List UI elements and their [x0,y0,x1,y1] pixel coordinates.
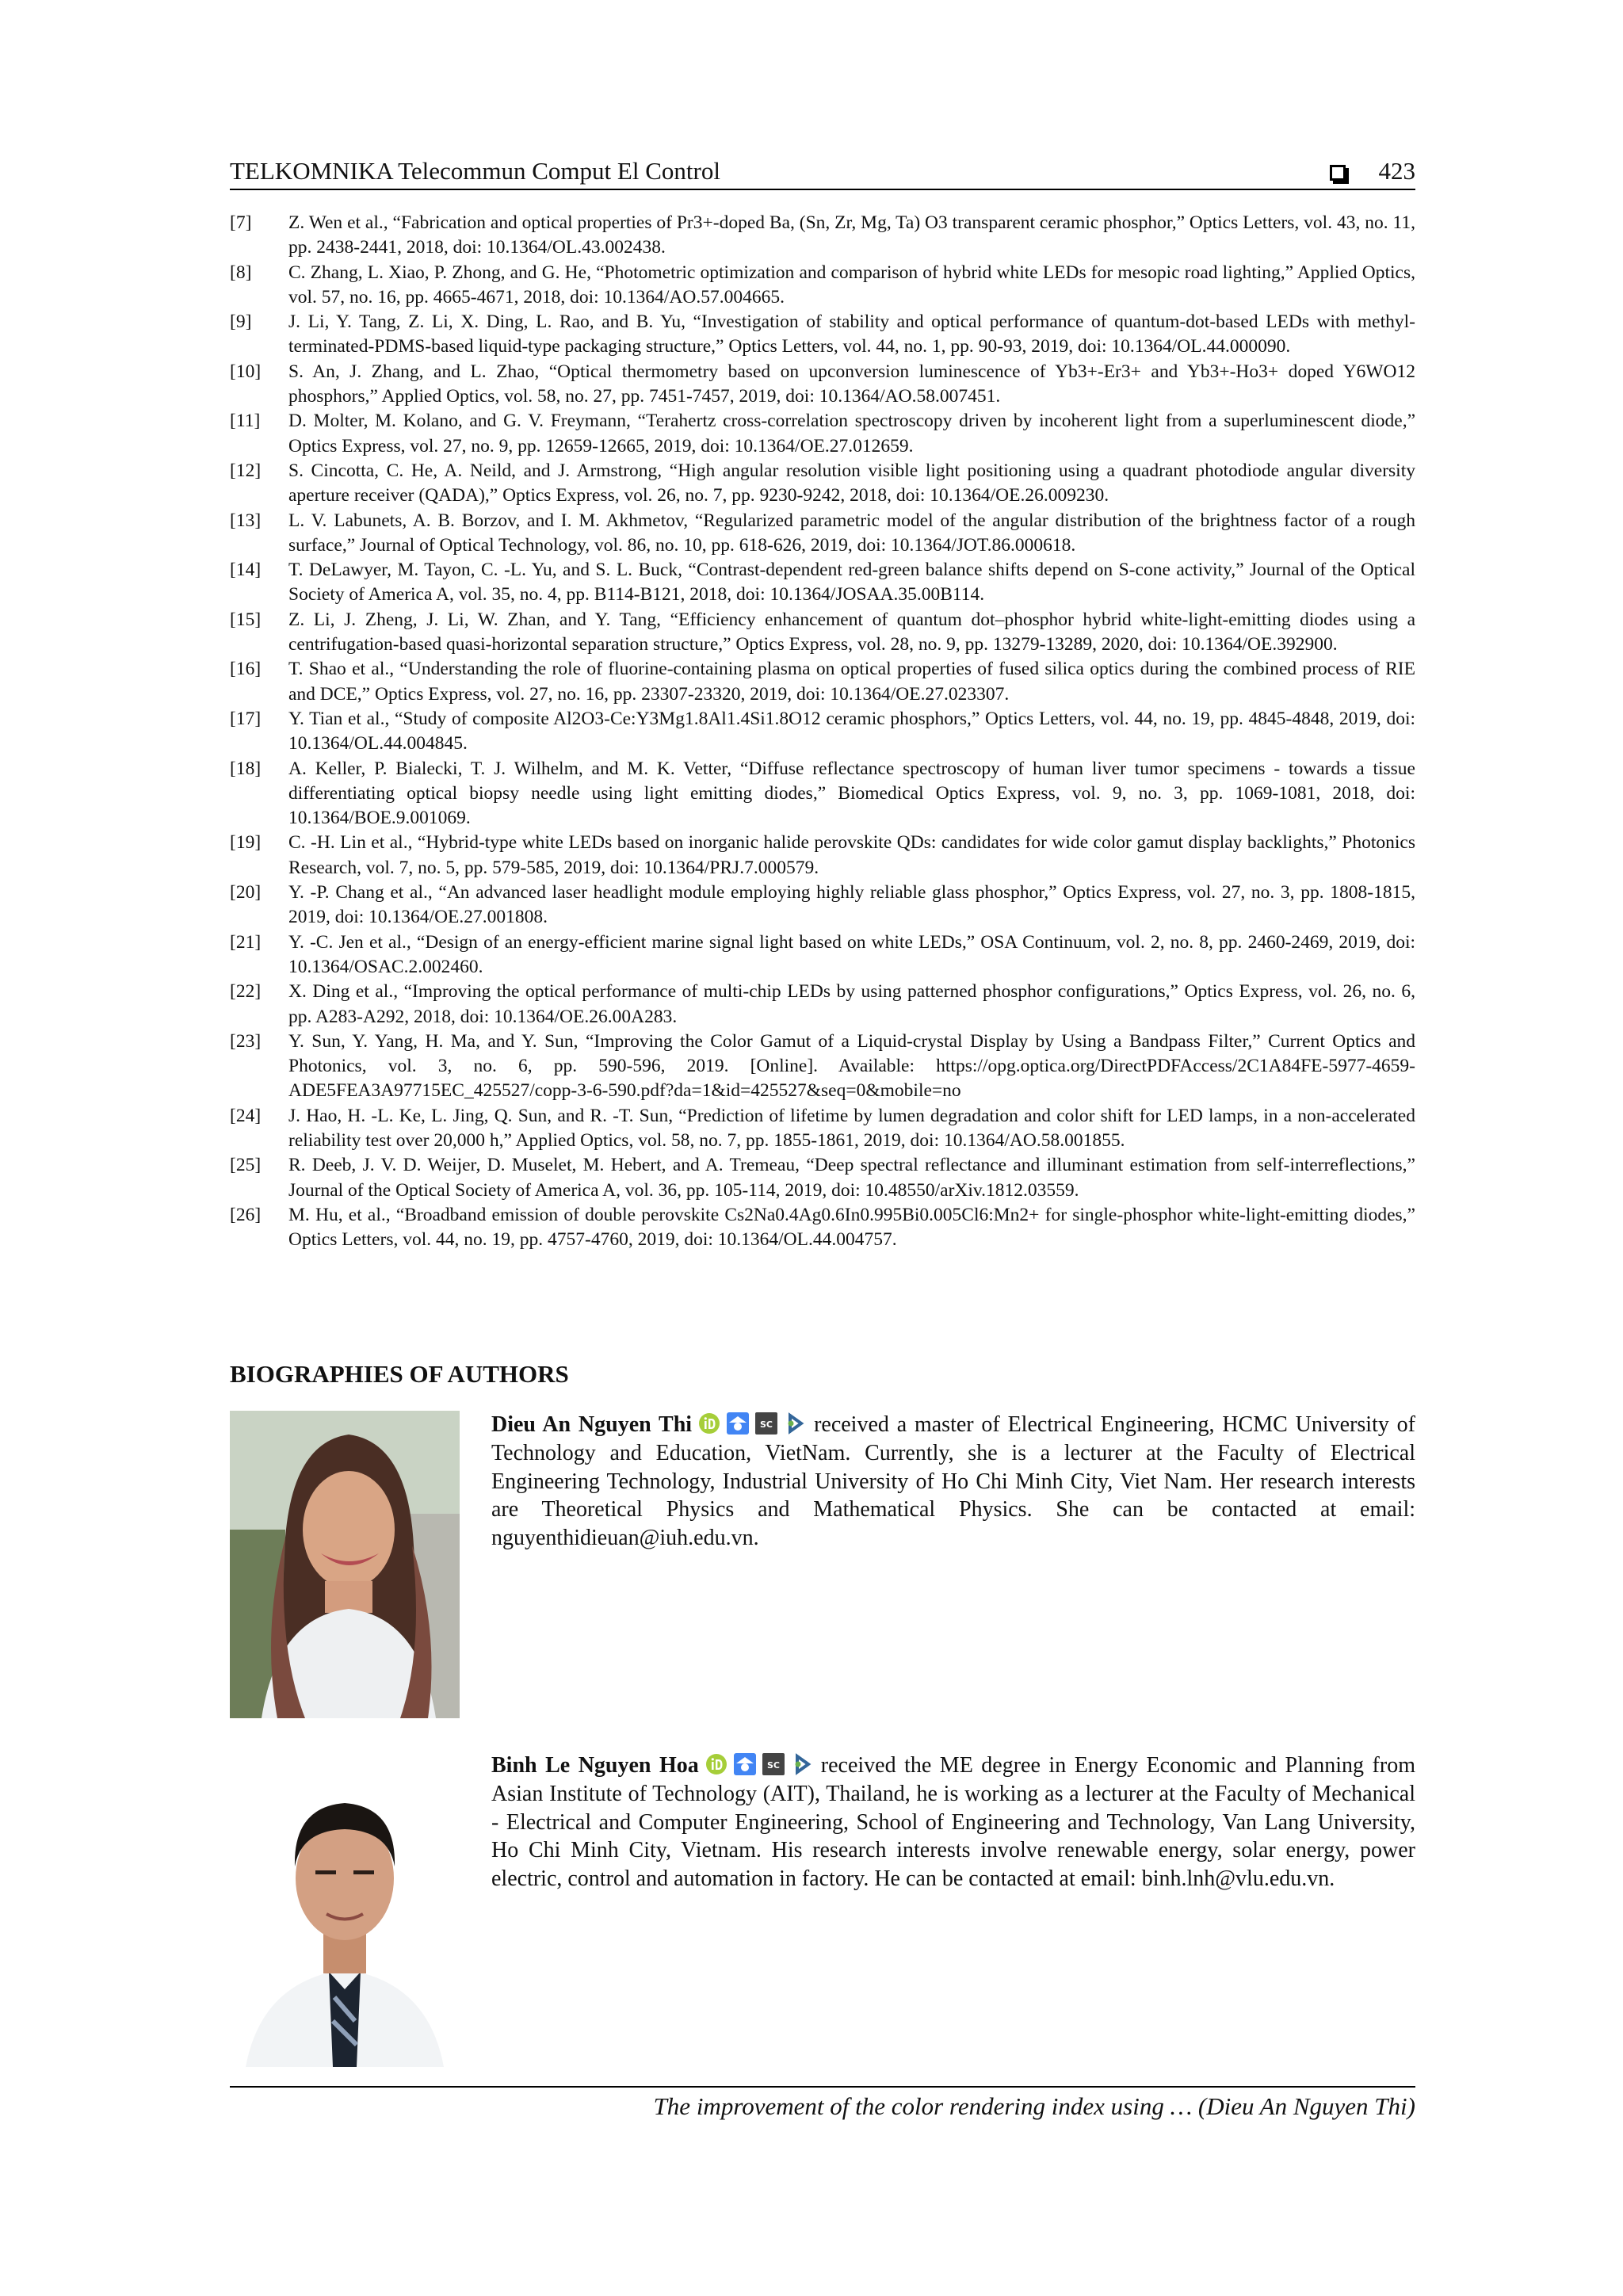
reference-item: [20] Y. -P. Chang et al., “An advanced laser headlight module employing highly reliable glass phosphor,” Optics Express, vol. 27, no. 3, pp. 1808-1815, 2019, doi: 10.1364/OE.27.001808. [230,882,1415,928]
reference-item: [18] A. Keller, P. Bialecki, T. J. Wilhelm, and M. K. Vetter, “Diffuse reflectance spectroscopy of human liver tumor specimens - towards a tissue differentiating optical biopsy needle using light emitting diodes,” Biomedical Optics Express, vol. 9, no. 3, pp. 1069-1081, 2018, doi: 10.1364/BOE.9.001069. [230,758,1415,829]
reference-item: [10] S. An, J. Zhang, and L. Zhao, “Optical thermometry based on upconversion luminescence of Yb3+-Er3+ and Yb3+-Ho3+ doped Y6WO12 phosphors,” Applied Optics, vol. 58, no. 27, pp. 7451-7457, 2019, doi: 10.1364/AO.58.007451. [230,361,1415,407]
svg-text:SC: SC [766,1760,780,1771]
svg-text:SC: SC [760,1419,773,1430]
reference-item: [12] S. Cincotta, C. He, A. Neild, and J. Armstrong, “High angular resolution visible light positioning using a quadrant photodiode angular diversity aperture receiver (QADA),” Optics Express, vol. 26, no. 7, pp. 9230-9242, 2018, doi: 10.1364/OE.26.009230. [230,460,1415,506]
scopus-icon[interactable] [755,1412,777,1435]
reference-item: [11] D. Molter, M. Kolano, and G. V. Freymann, “Terahertz cross-correlation spectroscopy driven by incoherent light from a superluminescent diode,” Optics Express, vol. 27, no. 9, pp. 12659-12665, 2019, doi: 10.1364/OE.27.012659. [230,411,1415,457]
profile-icons [698,1412,806,1435]
reference-item: [23] Y. Sun, Y. Yang, H. Ma, and Y. Sun, “Improving the Color Gamut of a Liquid-crystal Display by Using a Bandpass Filter,” Current Optics and Photonics, vol. 3, no. 6, pp. 590-596, 2019. [Online]. Available: https://opg.optica.org/DirectPDFAccess/2C1A84FE-5977-4659-ADE5FEA3A97715EC_425527/copp-3-6-590.pdf?da=1&id=425527&seq=0&mobile=no [230,1030,1415,1102]
scopus-icon[interactable] [762,1753,785,1775]
orcid-icon[interactable] [705,1753,727,1775]
reference-item: [15] Z. Li, J. Zheng, J. Li, W. Zhan, and Y. Tang, “Efficiency enhancement of quantum dot–phosphor hybrid white-light-emitting diodes using a centrifugation-based quasi-horizontal separation structure,” Optics Express, vol. 28, no. 9, pp. 13279-13289, 2020, doi: 10.1364/OE.392900. [230,609,1415,655]
orcid-icon[interactable] [698,1412,720,1435]
author-name: Dieu An Nguyen Thi [491,1412,693,1437]
google-scholar-icon[interactable] [734,1753,756,1775]
reference-item: [7] Z. Wen et al., “Fabrication and optical properties of Pr3+-doped Ba, (Sn, Zr, Mg, Ta) O3 transparent ceramic phosphor,” Optics Letters, vol. 43, no. 11, pp. 2438-2441, 2018, doi: 10.1364/OL.43.002438. [230,212,1415,258]
publons-icon[interactable] [784,1412,806,1435]
google-scholar-icon[interactable] [727,1412,749,1435]
square-bullet-icon [1330,165,1346,181]
reference-item: [8] C. Zhang, L. Xiao, P. Zhong, and G. He, “Photometric optimization and comparison of hybrid white LEDs for mesopic road lighting,” Applied Optics, vol. 57, no. 16, pp. 4665-4671, 2018, doi: 10.1364/AO.57.004665. [230,262,1415,308]
running-header [230,155,1415,190]
author-photo-2 [230,1759,460,2067]
biographies-heading: BIOGRAPHIES OF AUTHORS [230,1360,569,1388]
reference-item: [9] J. Li, Y. Tang, Z. Li, X. Ding, L. Rao, and B. Yu, “Investigation of stability and optical performance of quantum-dot-based LEDs with methyl-terminated-PDMS-based liquid-type packaging structure,” Optics Letters, vol. 44, no. 1, pp. 90-93, 2019, doi: 10.1364/OL.44.000090. [230,311,1415,357]
reference-item: [24] J. Hao, H. -L. Ke, L. Jing, Q. Sun, and R. -T. Sun, “Prediction of lifetime by lumen degradation and color shift for LED lamps, in a non-accelerated reliability test over 20,000 h,” Applied Optics, vol. 58, no. 7, pp. 1855-1861, 2019, doi: 10.1364/AO.58.001855. [230,1105,1415,1151]
author-description: received the ME degree in Energy Economic and Planning from Asian Institute of Technology (AIT), Thailand, he is working as a lecturer at the Faculty of Mechanical - Electrical and Computer Engineering, School of Engineering and Technology, Van Lang University, Ho Chi Minh City, Vietnam. His research interests involve renewable energy, solar energy, power electric, control and automation in factory. He can be contacted at email: binh.lnh@vlu.edu.vn. [491,1753,1415,1892]
author-description: received a master of Electrical Engineering, HCMC University of Technology and Education, VietNam. Currently, she is a lecturer at the Faculty of Electrical Engineering Technology, Industrial University of Ho Chi Minh City, Viet Nam. Her research interests are Theoretical Physics and Mathematical Physics. She can be contacted at email: nguyenthidieuan@iuh.edu.vn. [491,1412,1415,1551]
reference-item: [21] Y. -C. Jen et al., “Design of an energy-efficient marine signal light based on white LEDs,” OSA Continuum, vol. 2, no. 8, pp. 2460-2469, 2019, doi: 10.1364/OSAC.2.002460. [230,931,1415,977]
header-right [1330,157,1416,185]
reference-item: [17] Y. Tian et al., “Study of composite Al2O3-Ce:Y3Mg1.8Al1.4Si1.8O12 ceramic phosphors,” Optics Letters, vol. 44, no. 19, pp. 4845-4848, 2019, doi: 10.1364/OL.44.004845. [230,708,1415,755]
publons-icon[interactable] [791,1753,813,1775]
reference-item: [26] M. Hu, et al., “Broadband emission of double perovskite Cs2Na0.4Ag0.6In0.995Bi0.005Cl6:Mn2+ for single-phosphor white-light-emitting diodes,” Optics Letters, vol. 44, no. 19, pp. 4757-4760, 2019, doi: 10.1364/OL.44.004757. [230,1204,1415,1251]
reference-item: [14] T. DeLawyer, M. Tayon, C. -L. Yu, and S. L. Buck, “Contrast-dependent red-green balance shifts depend on S-cone activity,” Journal of the Optical Society of America A, vol. 35, no. 4, pp. B114-B121, 2018, doi: 10.1364/JOSAA.35.00B114. [230,560,1415,606]
reference-list [230,211,1415,1252]
author-bio-text-2 [491,1752,1415,1893]
reference-item: [19] C. -H. Lin et al., “Hybrid-type white LEDs based on inorganic halide perovskite QDs: candidates for wide color gamut display backlights,” Photonics Research, vol. 7, no. 5, pp. 579-585, 2019, doi: 10.1364/PRJ.7.000579. [230,832,1415,878]
page-number: 423 [1378,157,1415,185]
reference-item: [25] R. Deeb, J. V. D. Weijer, D. Muselet, M. Hebert, and A. Tremeau, “Deep spectral reflectance and illuminant estimation from self-interreflections,” Journal of the Optical Society of America A, vol. 36, pp. 105-114, 2019, doi: 10.48550/arXiv.1812.03559. [230,1155,1415,1201]
reference-item: [22] X. Ding et al., “Improving the optical performance of multi-chip LEDs by using patterned phosphor configurations,” Optics Express, vol. 26, no. 6, pp. A283-A292, 2018, doi: 10.1364/OE.26.00A283. [230,981,1415,1027]
author-name: Binh Le Nguyen Hoa [491,1753,699,1778]
author-bio-2 [230,1752,1415,2069]
reference-item: [13] L. V. Labunets, A. B. Borzov, and I. M. Akhmetov, “Regularized parametric model of the angular distribution of the brightness factor of a rough surface,” Journal of Optical Technology, vol. 86, no. 10, pp. 618-626, 2019, doi: 10.1364/JOT.86.000618. [230,510,1415,556]
profile-icons [705,1753,813,1775]
running-footer: The improvement of the color rendering index using … (Dieu An Nguyen Thi) [230,2086,1415,2122]
reference-item: [16] T. Shao et al., “Understanding the role of fluorine-containing plasma on optical properties of fused silica optics during the combined process of RIE and DCE,” Optics Express, vol. 27, no. 16, pp. 23307-23320, 2019, doi: 10.1364/OE.27.023307. [230,659,1415,705]
author-photo-1 [230,1411,460,1718]
journal-name: TELKOMNIKA Telecommun Comput El Control [230,157,720,185]
author-bio-1 [230,1411,1415,1728]
author-bio-text-1 [491,1411,1415,1553]
